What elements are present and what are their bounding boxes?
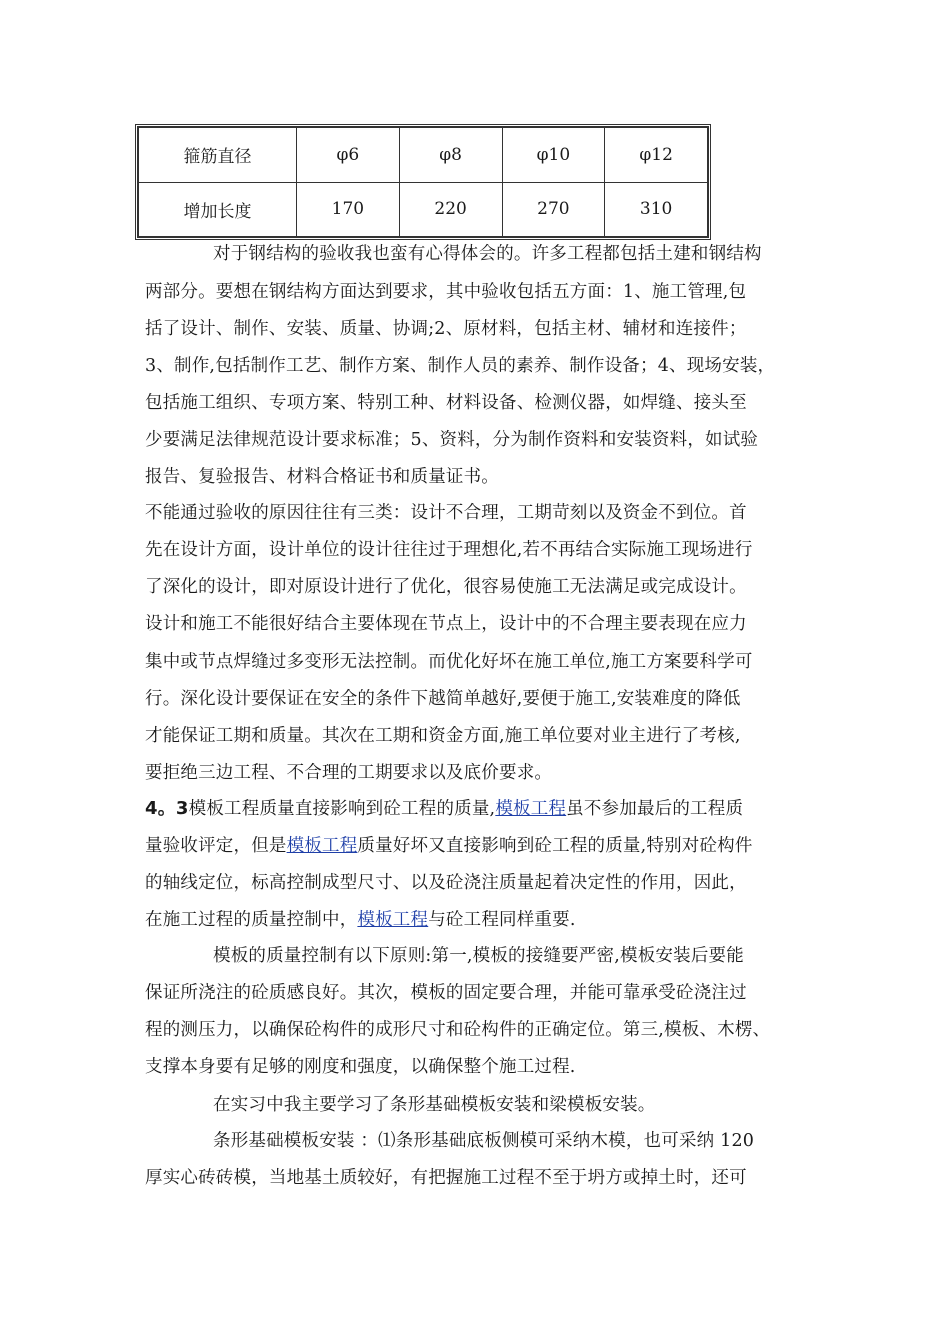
- text-line: 对于钢结构的验收我也蛮有心得体会的。许多工程都包括土建和钢结构: [213, 244, 762, 264]
- text-line: 包括施工组织、专项方案、特别工种、材料设备、检测仪器，如焊缝、接头至: [145, 393, 747, 413]
- text-line: 括了设计、制作、安装、质量、协调;2、原材料，包括主材、辅材和连接件；: [145, 319, 747, 339]
- stirrup-length-table: [135, 124, 711, 240]
- text-line: 厚实心砖砖模，当地基土质较好，有把握施工过程不至于坍方或掉土时，还可: [145, 1168, 747, 1188]
- text-line: 不能通过验收的原因往往有三类：设计不合理，工期苛刻以及资金不到位。首: [145, 503, 747, 523]
- table-cell: φ12: [605, 128, 708, 183]
- text-line: 行。深化设计要保证在安全的条件下越简单越好,要便于施工,安装难度的降低: [145, 689, 741, 709]
- text-line: [145, 834, 753, 858]
- text-span: 模板工程质量直接影响到砼工程的质量,: [188, 799, 496, 819]
- text-span: 与砼工程同样重要.: [428, 910, 576, 930]
- table-cell: 270: [502, 182, 605, 237]
- text-line: 保证所浇注的砼质感良好。其次，模板的固定要合理，并能可靠承受砼浇注过: [145, 983, 747, 1003]
- section-number: 4。3: [145, 798, 189, 819]
- text-span: 虽不参加最后的工程质: [566, 799, 744, 819]
- text-line: 设计和施工不能很好结合主要体现在节点上，设计中的不合理主要表现在应力: [145, 614, 747, 634]
- text-line: 两部分。要想在钢结构方面达到要求，其中验收包括五方面：1、施工管理,包: [145, 282, 747, 302]
- text-line: 少要满足法律规范设计要求标准；5、资料，分为制作资料和安装资料，如试验: [145, 430, 759, 450]
- text-line: 程的测压力，以确保砼构件的成形尺寸和砼构件的正确定位。第三,模板、木楞、: [145, 1020, 771, 1040]
- text-line: 要拒绝三边工程、不合理的工期要求以及底价要求。: [145, 763, 553, 783]
- formwork-link[interactable]: 模板工程: [357, 910, 429, 930]
- table-cell: 220: [399, 182, 502, 237]
- table-row: [139, 128, 708, 183]
- table-cell: 箍筋直径: [139, 128, 297, 183]
- text-line: [145, 908, 576, 932]
- text-span: 在施工过程的质量控制中，: [145, 910, 358, 930]
- text-line: 支撑本身要有足够的刚度和强度，以确保整个施工过程.: [145, 1057, 576, 1077]
- text-line: 集中或节点焊缝过多变形无法控制。而优化好坏在施工单位,施工方案要科学可: [145, 652, 753, 672]
- table-cell: 310: [605, 182, 708, 237]
- table-cell: φ8: [399, 128, 502, 183]
- text-line: 报告、复验报告、材料合格证书和质量证书。: [145, 467, 499, 487]
- text-span: 质量好坏又直接影响到砼工程的质量,特别对砼构件: [357, 836, 753, 856]
- text-line: 条形基础模板安装 ：⑴条形基础底板侧模可采纳木模，也可采纳 120: [213, 1131, 755, 1151]
- text-line: 模板的质量控制有以下原则:第一,模板的接缝要严密,模板安装后要能: [213, 946, 744, 966]
- text-line: 才能保证工期和质量。其次在工期和资金方面,施工单位要对业主进行了考核,: [145, 726, 741, 746]
- text-line: 先在设计方面，设计单位的设计往往过于理想化,若不再结合实际施工现场进行: [145, 540, 753, 560]
- table-cell: φ10: [502, 128, 605, 183]
- text-line: 3、制作,包括制作工艺、制作方案、制作人员的素养、制作设备；4、现场安装，: [145, 356, 776, 376]
- table-cell: 增加长度: [139, 182, 297, 237]
- text-line: 了深化的设计，即对原设计进行了优化，很容易使施工无法满足或完成设计。: [145, 577, 747, 597]
- table-row: [139, 182, 708, 237]
- table-cell: 170: [297, 182, 400, 237]
- formwork-link[interactable]: 模板工程: [495, 799, 567, 819]
- formwork-link[interactable]: 模板工程: [286, 836, 358, 856]
- section-line: [145, 797, 743, 821]
- text-line: 的轴线定位，标高控制成型尺寸、以及砼浇注质量起着决定性的作用，因此，: [145, 873, 747, 893]
- text-line: 在实习中我主要学习了条形基础模板安装和梁模板安装。: [213, 1095, 656, 1115]
- text-span: 量验收评定，但是: [145, 836, 287, 856]
- table-cell: φ6: [297, 128, 400, 183]
